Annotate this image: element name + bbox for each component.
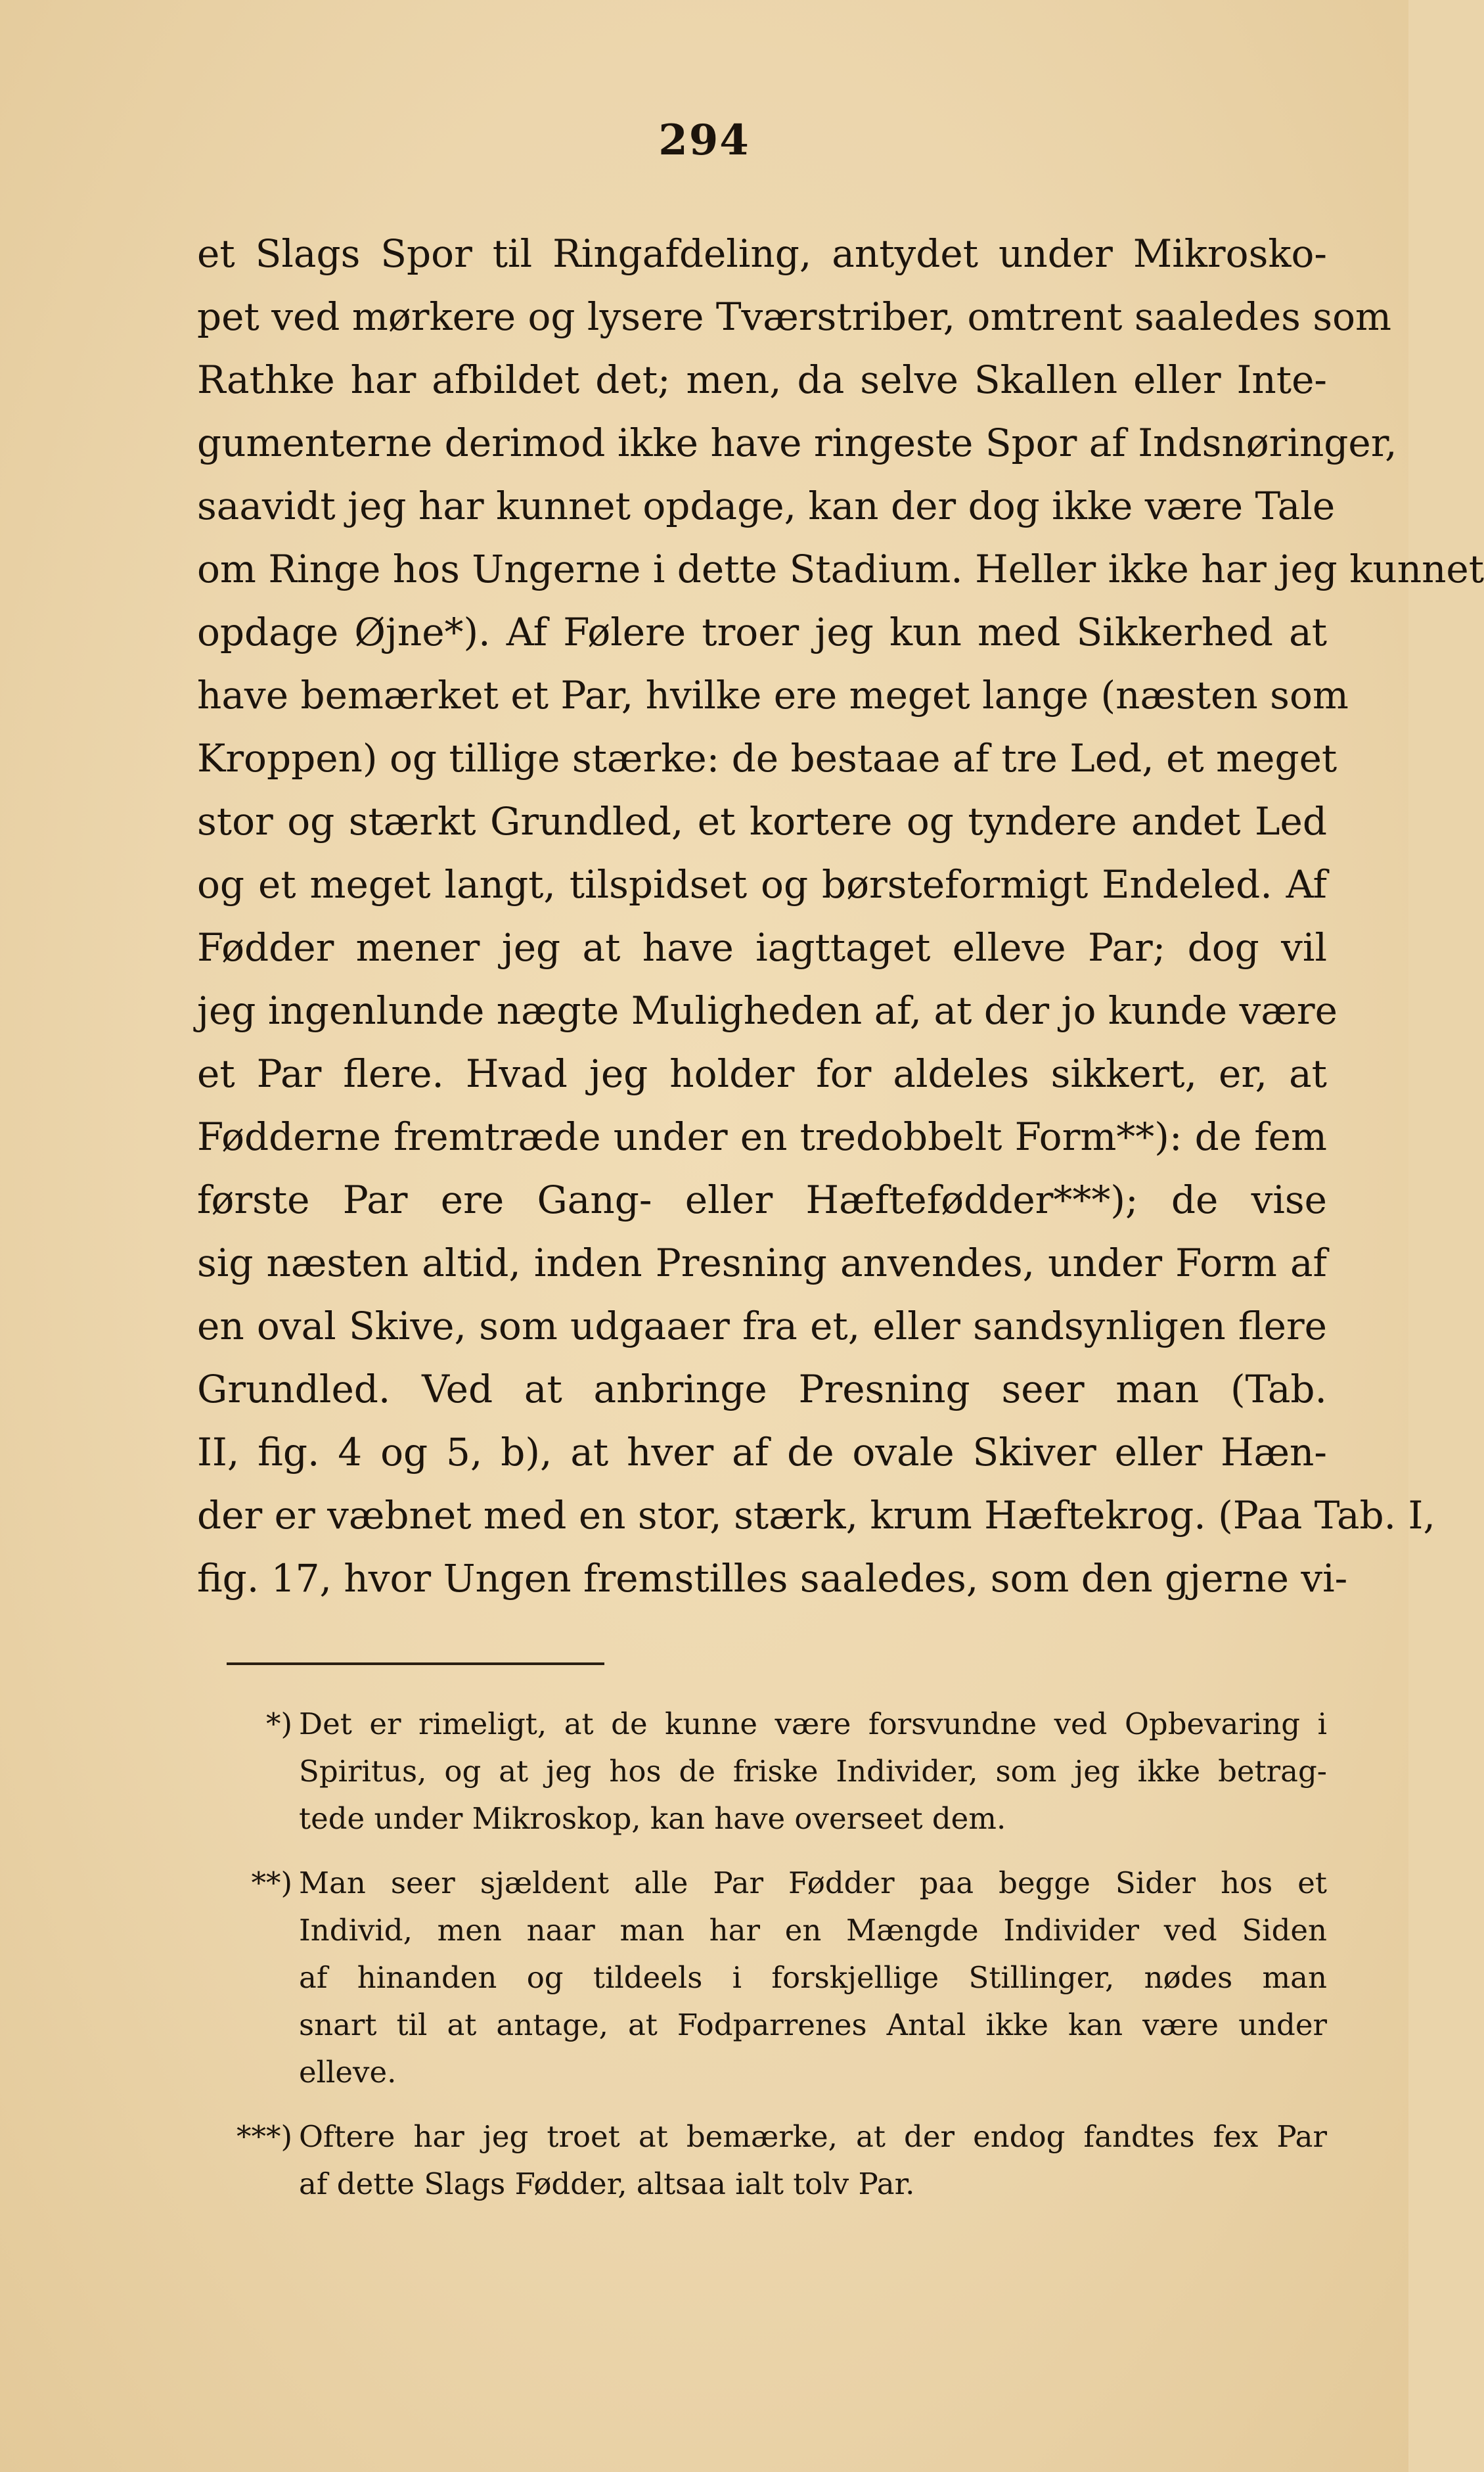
footnote-marker: ***) bbox=[236, 2119, 292, 2154]
footnote-line: Det er rimeligt, at de kunne være forsvundne ved Opbevaring i bbox=[299, 1706, 1327, 1741]
text-line: stor og stærkt Grundled, et kortere og tyndere andet Led bbox=[197, 799, 1327, 844]
footnote-divider bbox=[227, 1662, 604, 1665]
footnote-3 bbox=[197, 2113, 1327, 2208]
footnote-marker: **) bbox=[251, 1865, 292, 1900]
footnote-line: elleve. bbox=[299, 2055, 397, 2090]
text-line: Grundled. Ved at anbringe Presning seer man (Tab. bbox=[197, 1367, 1327, 1411]
main-text bbox=[197, 222, 1484, 1610]
text-line: et Slags Spor til Ringafdeling, antydet under Mikrosko- bbox=[197, 231, 1327, 276]
text-line: sig næsten altid, inden Presning anvendes, under Form af bbox=[197, 1241, 1327, 1285]
text-line: Kroppen) og tillige stærke: de bestaae af tre Led, et meget bbox=[197, 736, 1338, 781]
footnote-line: af hinanden og tildeels i forskjellige Stillinger, nødes man bbox=[299, 1960, 1327, 1995]
footnote-1 bbox=[197, 1701, 1327, 1843]
footnote-marker: *) bbox=[265, 1706, 292, 1741]
footnote-2 bbox=[197, 1860, 1327, 2096]
page-number: 294 bbox=[658, 116, 750, 165]
footnote-line: tede under Mikroskop, kan have overseet dem. bbox=[299, 1801, 1006, 1836]
footnote-line: Spiritus, og at jeg hos de friske Individer, som jeg ikke betrag- bbox=[299, 1754, 1327, 1789]
footnote-line: Individ, men naar man har en Mængde Individer ved Siden bbox=[299, 1913, 1327, 1948]
text-line: have bemærket et Par, hvilke ere meget lange (næsten som bbox=[197, 673, 1349, 718]
footnote-line: af dette Slags Fødder, altsaa ialt tolv Par. bbox=[299, 2166, 915, 2201]
text-line: første Par ere Gang- eller Hæftefødder***); de vise bbox=[197, 1178, 1327, 1222]
text-line: om Ringe hos Ungerne i dette Stadium. Heller ikke har jeg kunnet bbox=[197, 547, 1484, 591]
text-line: Fødder mener jeg at have iagttaget elleve Par; dog vil bbox=[197, 925, 1327, 970]
text-line: saavidt jeg har kunnet opdage, kan der dog ikke være Tale bbox=[197, 484, 1336, 528]
text-line: II, fig. 4 og 5, b), at hver af de ovale Skiver eller Hæn- bbox=[197, 1430, 1327, 1475]
text-line: pet ved mørkere og lysere Tværstriber, omtrent saaledes som bbox=[197, 294, 1392, 339]
text-line: opdage Øjne*). Af Følere troer jeg kun med Sikkerhed at bbox=[197, 610, 1327, 654]
text-line: gumenterne derimod ikke have ringeste Spor af Indsnøringer, bbox=[197, 421, 1397, 465]
footnote-line: snart til at antage, at Fodparrenes Antal ikke kan være under bbox=[299, 2007, 1327, 2042]
footnote-line: Man seer sjældent alle Par Fødder paa begge Sider hos et bbox=[299, 1865, 1327, 1900]
footnotes bbox=[197, 1701, 1327, 2208]
text-line: Fødderne fremtræde under en tredobbelt Form**): de fem bbox=[197, 1114, 1327, 1159]
text-line: fig. 17, hvor Ungen fremstilles saaledes, som den gjerne vi- bbox=[197, 1556, 1348, 1601]
text-line: jeg ingenlunde nægte Muligheden af, at der jo kunde være bbox=[197, 988, 1338, 1033]
footnote-line: Oftere har jeg troet at bemærke, at der endog fandtes fex Par bbox=[299, 2119, 1327, 2154]
text-line: et Par flere. Hvad jeg holder for aldeles sikkert, er, at bbox=[197, 1051, 1327, 1096]
text-line: Rathke har afbildet det; men, da selve Skallen eller Inte- bbox=[197, 357, 1327, 402]
text-line: og et meget langt, tilspidset og børsteformigt Endeled. Af bbox=[197, 862, 1327, 907]
text-line: en oval Skive, som udgaaer fra et, eller sandsynligen flere bbox=[197, 1304, 1327, 1348]
text-line: der er væbnet med en stor, stærk, krum Hæftekrog. (Paa Tab. I, bbox=[197, 1493, 1435, 1538]
